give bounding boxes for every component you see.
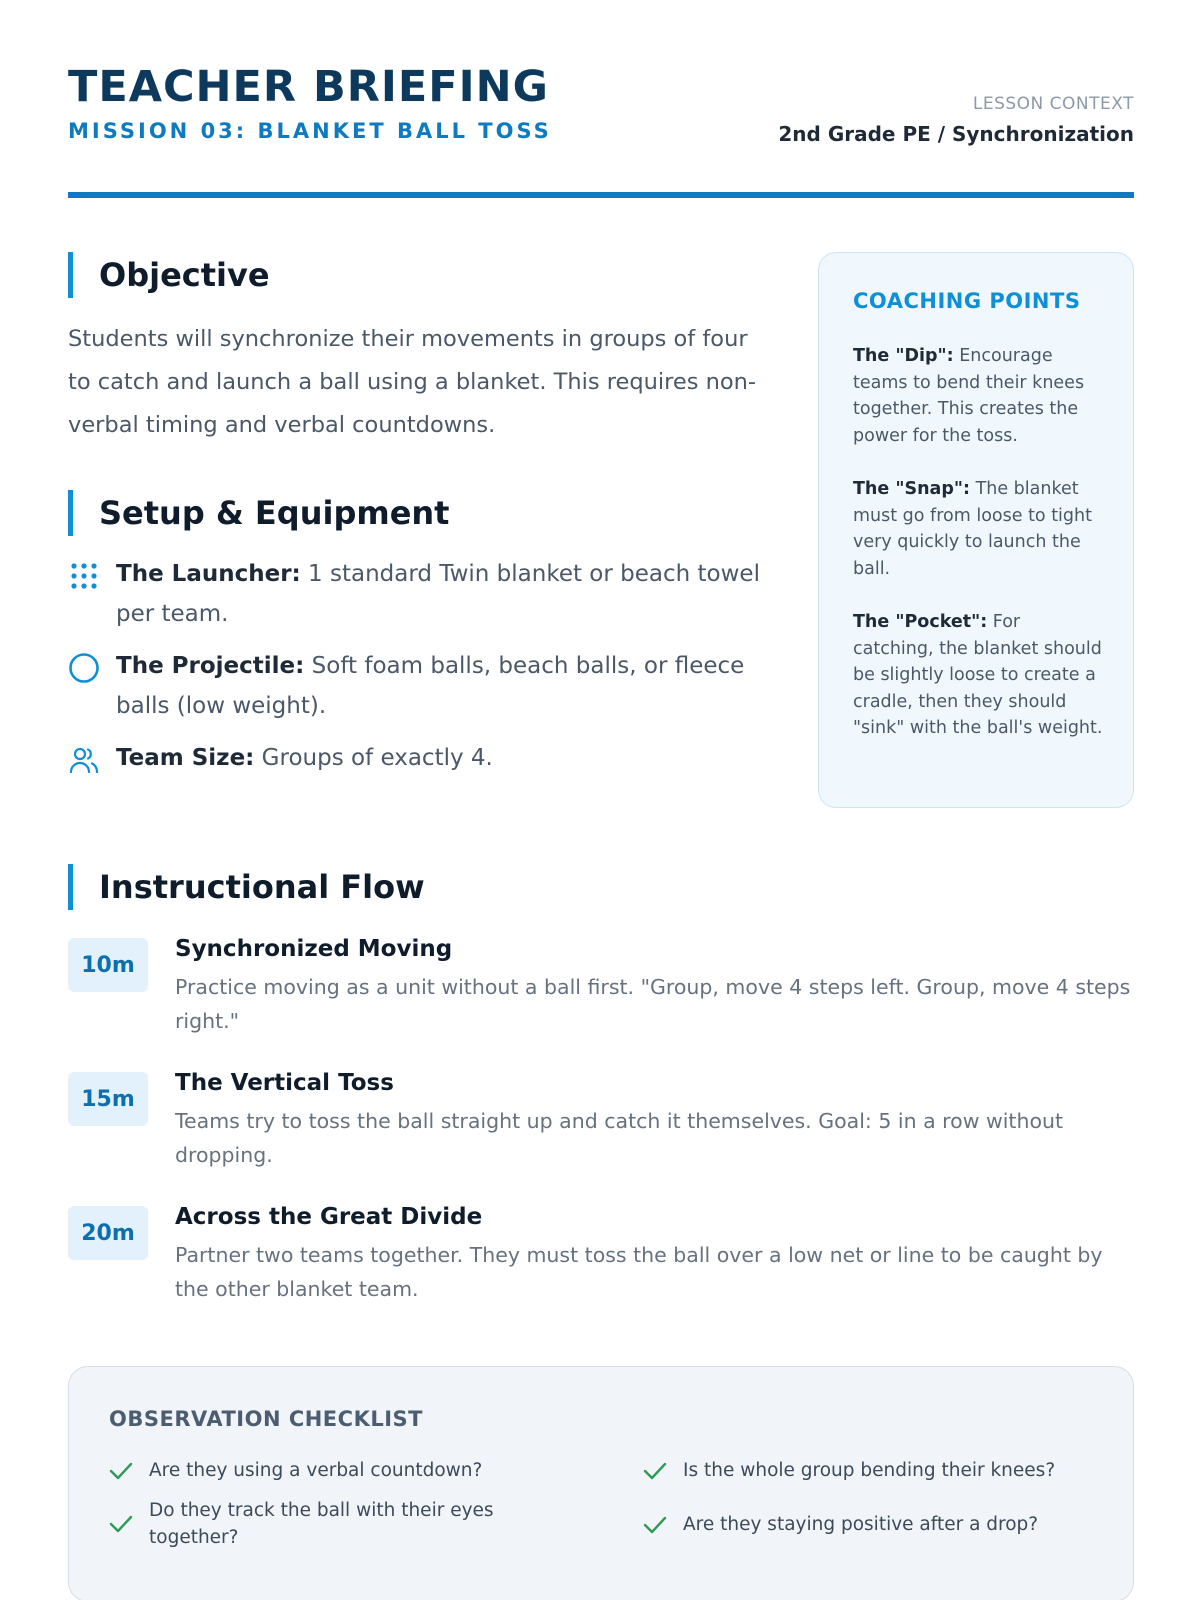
- check-icon: [109, 1461, 137, 1481]
- equipment-label: The Projectile:: [116, 653, 305, 679]
- circle-icon: [68, 652, 100, 684]
- coaching-point-label: The "Pocket":: [853, 612, 988, 632]
- check-icon: [109, 1514, 137, 1534]
- coaching-point-label: The "Snap":: [853, 479, 970, 499]
- users-icon: [68, 744, 100, 776]
- header: [68, 62, 1134, 198]
- duration-badge: 15m: [68, 1072, 148, 1126]
- checklist-item: [109, 1457, 579, 1484]
- coaching-point-label: The "Dip":: [853, 346, 954, 366]
- duration-badge: 20m: [68, 1206, 148, 1260]
- equipment-text: Soft foam balls, beach balls, or fleece balls (low weight).: [116, 653, 745, 719]
- flow-step-description: Partner two teams together. They must toss the ball over a low net or line to be caught by the other blanket team.: [175, 1243, 1103, 1301]
- equipment-label: The Launcher:: [116, 561, 301, 587]
- flow-step-description: Practice moving as a unit without a ball first. "Group, move 4 steps left. Group, move 4 steps right.": [175, 975, 1131, 1033]
- checklist-item-text: Are they using a verbal countdown?: [149, 1460, 483, 1481]
- list-item: [68, 738, 768, 778]
- instructional-flow: [68, 934, 1134, 1336]
- list-item: [68, 554, 768, 634]
- flow-step-title: The Vertical Toss: [175, 1070, 394, 1096]
- flow-step-title: Synchronized Moving: [175, 936, 453, 962]
- check-icon: [643, 1515, 671, 1535]
- objective-text: Students will synchronize their movements in groups of four to catch and launch a ball using a blanket. This requires non-verbal timing and verbal countdowns.: [68, 326, 757, 438]
- mission-subtitle: MISSION 03: BLANKET BALL TOSS: [68, 119, 552, 143]
- flow-step: [68, 1068, 1134, 1172]
- check-icon: [643, 1461, 671, 1481]
- coaching-point: [853, 476, 1103, 582]
- coaching-point-text: Encourage teams to bend their knees together. This creates the power for the toss.: [853, 346, 1085, 446]
- coaching-points-title: COACHING POINTS: [853, 289, 1081, 313]
- coaching-point-text: The blanket must go from loose to tight very quickly to launch the ball.: [853, 479, 1092, 579]
- coaching-point: [853, 609, 1103, 742]
- checklist-item: [109, 1497, 509, 1551]
- checklist-item-text: Are they staying positive after a drop?: [683, 1514, 1039, 1535]
- flow-step: [68, 1202, 1134, 1306]
- duration-badge: 10m: [68, 938, 148, 992]
- flow-step: [68, 934, 1134, 1038]
- equipment-text: 1 standard Twin blanket or beach towel per team.: [116, 561, 760, 627]
- lesson-context-label: LESSON CONTEXT: [972, 94, 1134, 114]
- equipment-text: Groups of exactly 4.: [254, 745, 493, 771]
- page-title: TEACHER BRIEFING: [68, 62, 549, 112]
- objective-heading: Objective: [68, 252, 270, 298]
- header-divider: [68, 192, 1134, 198]
- lesson-context: [778, 94, 1134, 146]
- flow-heading: Instructional Flow: [68, 864, 425, 910]
- observation-checklist: [68, 1366, 1134, 1600]
- equipment-label: Team Size:: [116, 745, 255, 771]
- coaching-points-panel: [818, 252, 1134, 808]
- coaching-point-text: For catching, the blanket should be slightly loose to create a cradle, then they should "sink" with the ball's weight.: [853, 612, 1103, 738]
- checklist-item-text: Do they track the ball with their eyes together?: [149, 1500, 494, 1548]
- checklist-item: [643, 1511, 1113, 1538]
- checklist-title: OBSERVATION CHECKLIST: [109, 1407, 423, 1431]
- list-item: [68, 646, 768, 726]
- checklist-item-text: Is the whole group bending their knees?: [683, 1460, 1056, 1481]
- grid-dots-icon: [68, 560, 100, 592]
- flow-step-description: Teams try to toss the ball straight up and catch it themselves. Goal: 5 in a row without dropping.: [175, 1109, 1064, 1167]
- lesson-context-value: 2nd Grade PE / Synchronization: [778, 122, 1134, 146]
- coaching-point: [853, 343, 1103, 449]
- flow-step-title: Across the Great Divide: [175, 1204, 483, 1230]
- setup-heading: Setup & Equipment: [68, 490, 449, 536]
- checklist-item: [643, 1457, 1113, 1484]
- equipment-list: [68, 554, 768, 790]
